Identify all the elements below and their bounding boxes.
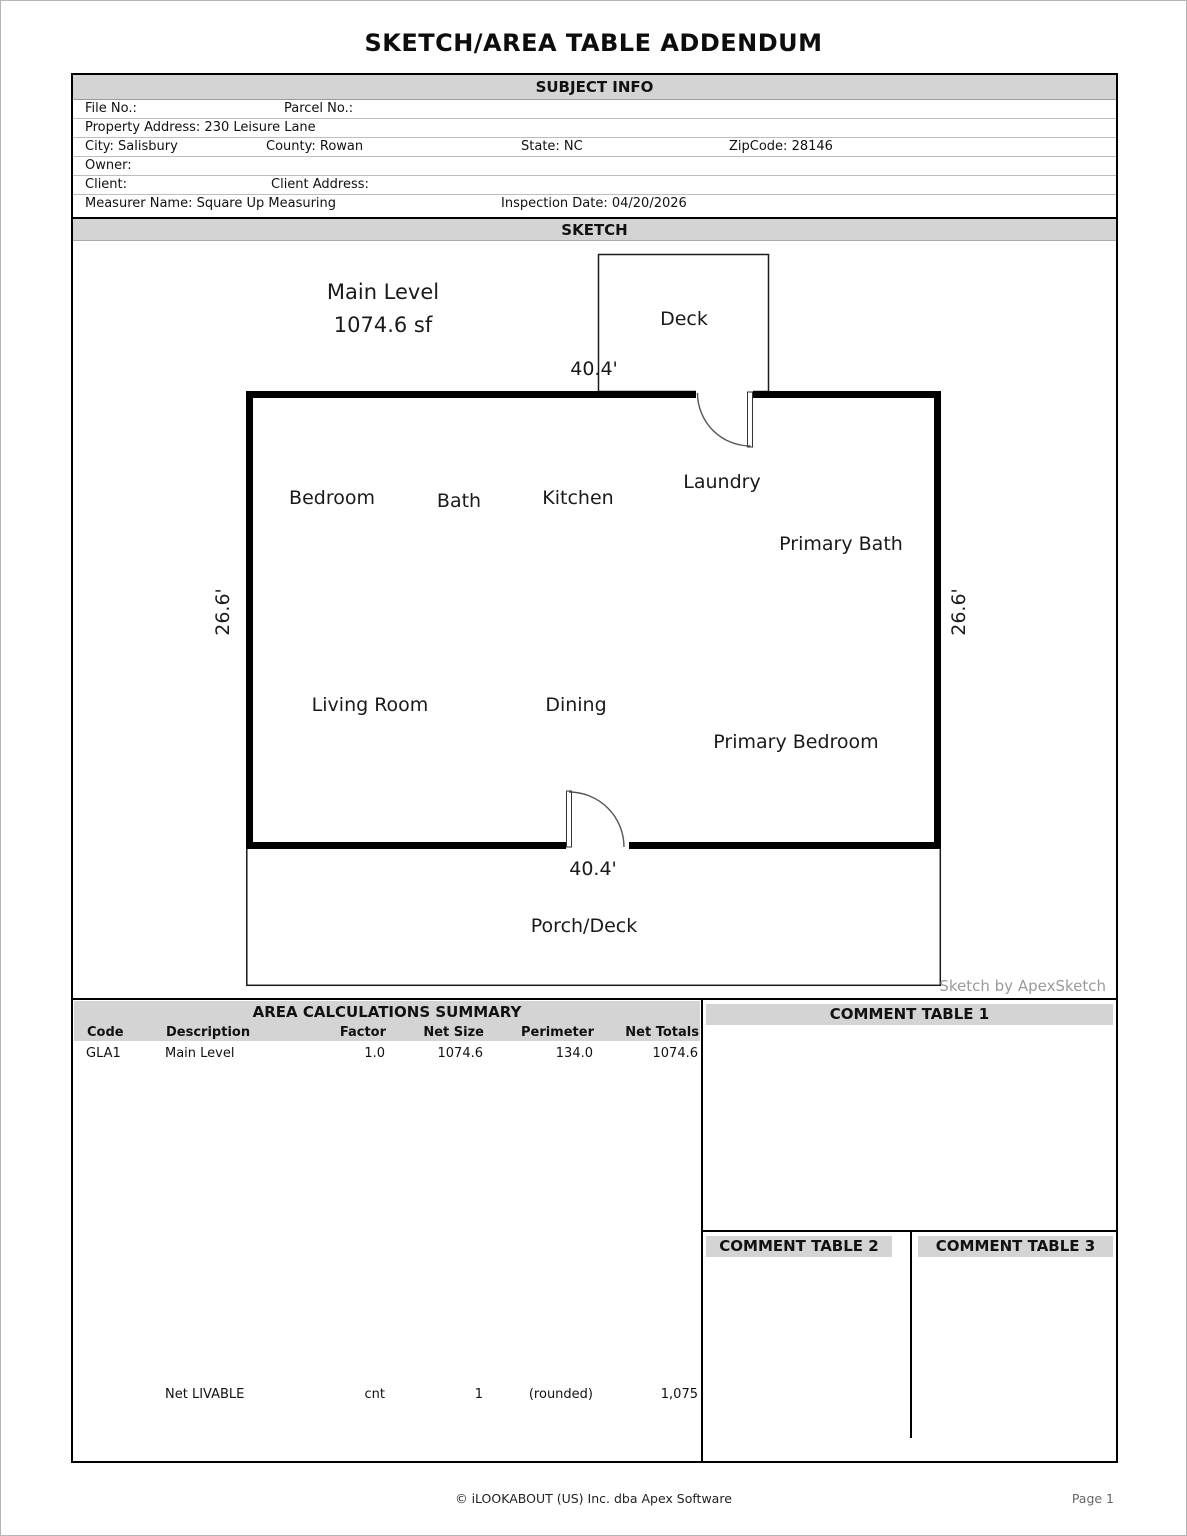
row-client	[73, 176, 1116, 195]
net-livable-row	[73, 1385, 714, 1403]
client-address-label: Client Address:	[271, 177, 369, 192]
cell-factor: 1.0	[364, 1045, 385, 1061]
cell-net-totals: 1074.6	[652, 1045, 698, 1061]
subject-info-header: SUBJECT INFO	[73, 75, 1116, 100]
comment-table-3-header: COMMENT TABLE 3	[918, 1236, 1113, 1257]
area-calculations-panel	[73, 1000, 703, 1461]
area-calculations-header-block	[74, 1001, 700, 1041]
room-label-living-room: Living Room	[311, 694, 429, 716]
row-file-parcel	[73, 100, 1116, 119]
page-footer	[1, 1491, 1186, 1506]
file-no-label: File No.:	[85, 101, 137, 116]
room-label-dining: Dining	[545, 694, 607, 716]
level-label: Main Level	[326, 280, 440, 304]
cell-code: GLA1	[86, 1045, 121, 1061]
net-livable-label: Net LIVABLE	[165, 1386, 245, 1402]
dimension-right: 26.6'	[948, 588, 970, 636]
owner-label: Owner:	[85, 158, 132, 173]
floor-plan	[73, 241, 1116, 998]
zipcode-field: ZipCode: 28146	[729, 139, 833, 154]
footer-page-number: Page 1	[1071, 1491, 1114, 1506]
area-calculations-column-headers	[74, 1023, 700, 1041]
room-label-bath: Bath	[436, 490, 482, 512]
row-measurer	[73, 195, 1116, 217]
room-label-primary-bedroom: Primary Bedroom	[713, 731, 879, 753]
cell-description: Main Level	[165, 1045, 235, 1061]
cell-perimeter: 134.0	[555, 1045, 593, 1061]
parcel-no-label: Parcel No.:	[284, 101, 354, 116]
measurer-name: Measurer Name: Square Up Measuring	[85, 196, 337, 211]
sketch-header: SKETCH	[73, 217, 1116, 241]
room-label-primary-bath: Primary Bath	[779, 533, 903, 555]
col-header-code: Code	[87, 1024, 124, 1040]
row-property-address	[73, 119, 1116, 138]
dimension-left: 26.6'	[212, 588, 234, 636]
col-header-net-totals: Net Totals	[625, 1024, 699, 1040]
cell-net-size: 1074.6	[437, 1045, 483, 1061]
net-livable-rounded: (rounded)	[528, 1386, 593, 1402]
page-title: SKETCH/AREA TABLE ADDENDUM	[364, 29, 823, 57]
net-livable-count: 1	[474, 1386, 483, 1402]
col-header-net-size: Net Size	[423, 1024, 484, 1040]
comment-tables-panel	[703, 1000, 1116, 1461]
property-address: Property Address: 230 Leisure Lane	[85, 120, 316, 135]
client-label: Client:	[85, 177, 128, 192]
row-owner	[73, 157, 1116, 176]
inspection-date: Inspection Date: 04/20/2026	[501, 196, 687, 211]
county-field: County: Rowan	[266, 139, 364, 154]
col-header-description: Description	[166, 1024, 251, 1040]
footer-copyright: © iLOOKABOUT (US) Inc. dba Apex Software	[455, 1491, 732, 1506]
tables-section	[73, 998, 1116, 1461]
row-city-county-state-zip	[73, 138, 1116, 157]
net-livable-total: 1,075	[660, 1386, 698, 1402]
level-area-label: 1074.6 sf	[333, 313, 433, 337]
sketch-credit: Sketch by ApexSketch	[939, 977, 1106, 995]
room-label-bedroom: Bedroom	[289, 487, 375, 509]
state-field: State: NC	[521, 139, 583, 154]
room-label-porch-deck: Porch/Deck	[530, 915, 638, 937]
dimension-top: 40.4'	[570, 358, 618, 380]
room-label-laundry: Laundry	[683, 471, 761, 493]
room-label-kitchen: Kitchen	[542, 487, 614, 509]
col-header-perimeter: Perimeter	[520, 1024, 594, 1040]
comment-table-2-header: COMMENT TABLE 2	[706, 1236, 892, 1257]
table-row	[73, 1044, 701, 1062]
comment-tables-vertical-divider	[910, 1232, 912, 1438]
city-field: City: Salisbury	[85, 139, 178, 154]
addendum-form	[71, 73, 1118, 1463]
col-header-factor: Factor	[339, 1024, 386, 1040]
comment-table-1-header: COMMENT TABLE 1	[706, 1004, 1113, 1025]
net-livable-factor: cnt	[364, 1386, 385, 1402]
room-label-deck: Deck	[660, 308, 708, 330]
area-calculations-title: AREA CALCULATIONS SUMMARY	[252, 1003, 522, 1021]
dimension-bottom: 40.4'	[569, 858, 617, 880]
